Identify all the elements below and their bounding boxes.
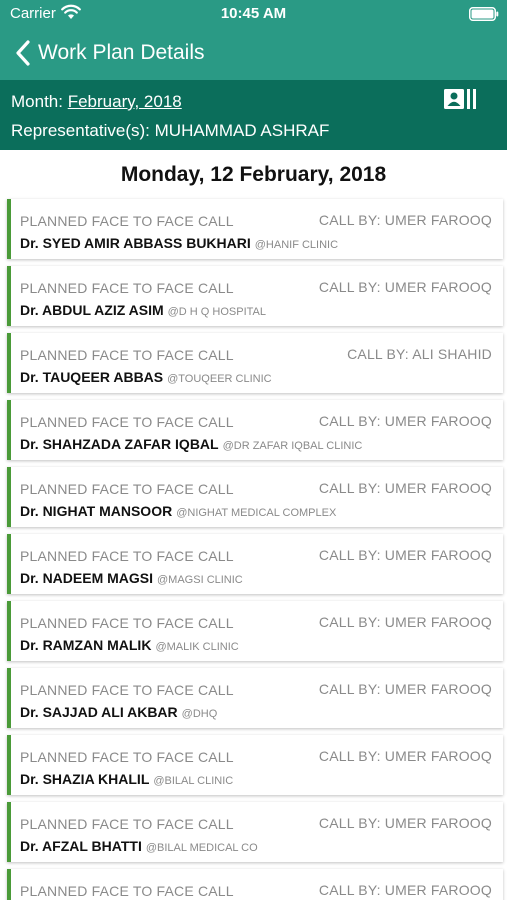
doctor-name: Dr. NIGHAT MANSOOR bbox=[20, 503, 173, 519]
doctor-name: Dr. NADEEM MAGSI bbox=[20, 570, 154, 586]
call-card[interactable] bbox=[7, 601, 503, 661]
call-card[interactable] bbox=[7, 735, 503, 795]
call-card[interactable] bbox=[7, 400, 503, 460]
clinic-name: @BILAL MEDICAL CO bbox=[145, 842, 258, 854]
doctor-line bbox=[20, 503, 336, 521]
call-by: CALL BY: ALI SHAHID bbox=[347, 346, 492, 362]
representative-row bbox=[11, 121, 329, 141]
clinic-name: @DHQ bbox=[181, 708, 218, 720]
battery-icon bbox=[469, 7, 499, 21]
work-plan-info bbox=[0, 80, 507, 150]
call-by: CALL BY: UMER FAROOQ bbox=[318, 614, 492, 630]
call-type: PLANNED FACE TO FACE CALL bbox=[20, 615, 234, 631]
clinic-name: @BILAL CLINIC bbox=[153, 775, 234, 787]
call-type: PLANNED FACE TO FACE CALL bbox=[20, 414, 234, 430]
clock: 10:45 AM bbox=[220, 5, 287, 22]
call-by: CALL BY: UMER FAROOQ bbox=[318, 882, 492, 898]
call-list bbox=[0, 196, 507, 900]
contact-card-icon[interactable] bbox=[443, 88, 477, 110]
doctor-name: Dr. TAUQEER ABBAS bbox=[20, 369, 164, 385]
doctor-name: Dr. ABDUL AZIZ ASIM bbox=[20, 302, 164, 318]
doctor-line bbox=[20, 570, 243, 588]
call-type: PLANNED FACE TO FACE CALL bbox=[20, 816, 234, 832]
doctor-name: Dr. RAMZAN MALIK bbox=[20, 637, 152, 653]
call-by: CALL BY: UMER FAROOQ bbox=[318, 279, 492, 295]
back-chevron-icon[interactable] bbox=[14, 39, 32, 67]
doctor-line bbox=[20, 369, 272, 387]
call-card[interactable] bbox=[7, 199, 503, 259]
doctor-name: Dr. SHAHZADA ZAFAR IQBAL bbox=[20, 436, 219, 452]
clinic-name: @TOUQEER CLINIC bbox=[167, 373, 272, 385]
carrier-label: Carrier bbox=[10, 5, 56, 22]
call-type: PLANNED FACE TO FACE CALL bbox=[20, 548, 234, 564]
doctor-line bbox=[20, 704, 217, 722]
call-card[interactable] bbox=[7, 333, 503, 393]
clinic-name: @NIGHAT MEDICAL COMPLEX bbox=[176, 507, 337, 519]
doctor-name: Dr. SYED AMIR ABBASS BUKHARI bbox=[20, 235, 251, 251]
call-card[interactable] bbox=[7, 534, 503, 594]
call-by: CALL BY: UMER FAROOQ bbox=[318, 547, 492, 563]
call-type: PLANNED FACE TO FACE CALL bbox=[20, 280, 234, 296]
call-type: PLANNED FACE TO FACE CALL bbox=[20, 213, 234, 229]
call-by: CALL BY: UMER FAROOQ bbox=[318, 681, 492, 697]
call-by: CALL BY: UMER FAROOQ bbox=[318, 815, 492, 831]
call-card[interactable] bbox=[7, 802, 503, 862]
back-button-title[interactable]: Work Plan Details bbox=[38, 41, 205, 64]
doctor-line bbox=[20, 838, 258, 856]
doctor-line bbox=[20, 771, 233, 789]
call-by: CALL BY: UMER FAROOQ bbox=[318, 480, 492, 496]
status-bar bbox=[0, 0, 507, 28]
call-by: CALL BY: UMER FAROOQ bbox=[318, 748, 492, 764]
doctor-line bbox=[20, 302, 266, 320]
call-type: PLANNED FACE TO FACE CALL bbox=[20, 481, 234, 497]
call-card[interactable] bbox=[7, 266, 503, 326]
call-by: CALL BY: UMER FAROOQ bbox=[318, 212, 492, 228]
clinic-name: @MAGSI CLINIC bbox=[157, 574, 243, 586]
call-type: PLANNED FACE TO FACE CALL bbox=[20, 347, 234, 363]
clinic-name: @DR ZAFAR IQBAL CLINIC bbox=[222, 440, 363, 452]
doctor-line bbox=[20, 235, 338, 253]
doctor-line bbox=[20, 637, 239, 655]
doctor-name: Dr. AFZAL BHATTI bbox=[20, 838, 142, 854]
call-by: CALL BY: UMER FAROOQ bbox=[318, 413, 492, 429]
nav-bar bbox=[0, 28, 507, 80]
clinic-name: @HANIF CLINIC bbox=[254, 239, 339, 251]
doctor-name: Dr. SHAZIA KHALIL bbox=[20, 771, 150, 787]
doctor-line bbox=[20, 436, 362, 454]
clinic-name: @MALIK CLINIC bbox=[155, 641, 239, 653]
call-type: PLANNED FACE TO FACE CALL bbox=[20, 883, 234, 899]
call-type: PLANNED FACE TO FACE CALL bbox=[20, 682, 234, 698]
month-row bbox=[11, 92, 182, 112]
date-heading: Monday, 12 February, 2018 bbox=[120, 163, 387, 186]
clinic-name: @D H Q HOSPITAL bbox=[167, 306, 267, 318]
month-selector[interactable]: February, 2018 bbox=[67, 92, 182, 111]
call-type: PLANNED FACE TO FACE CALL bbox=[20, 749, 234, 765]
call-card[interactable] bbox=[7, 668, 503, 728]
representative-name: MUHAMMAD ASHRAF bbox=[154, 121, 330, 140]
call-card[interactable] bbox=[7, 869, 503, 900]
call-card[interactable] bbox=[7, 467, 503, 527]
doctor-name: Dr. SAJJAD ALI AKBAR bbox=[20, 704, 178, 720]
representative-label: Representative(s): bbox=[11, 121, 155, 140]
month-label: Month: bbox=[11, 92, 68, 111]
